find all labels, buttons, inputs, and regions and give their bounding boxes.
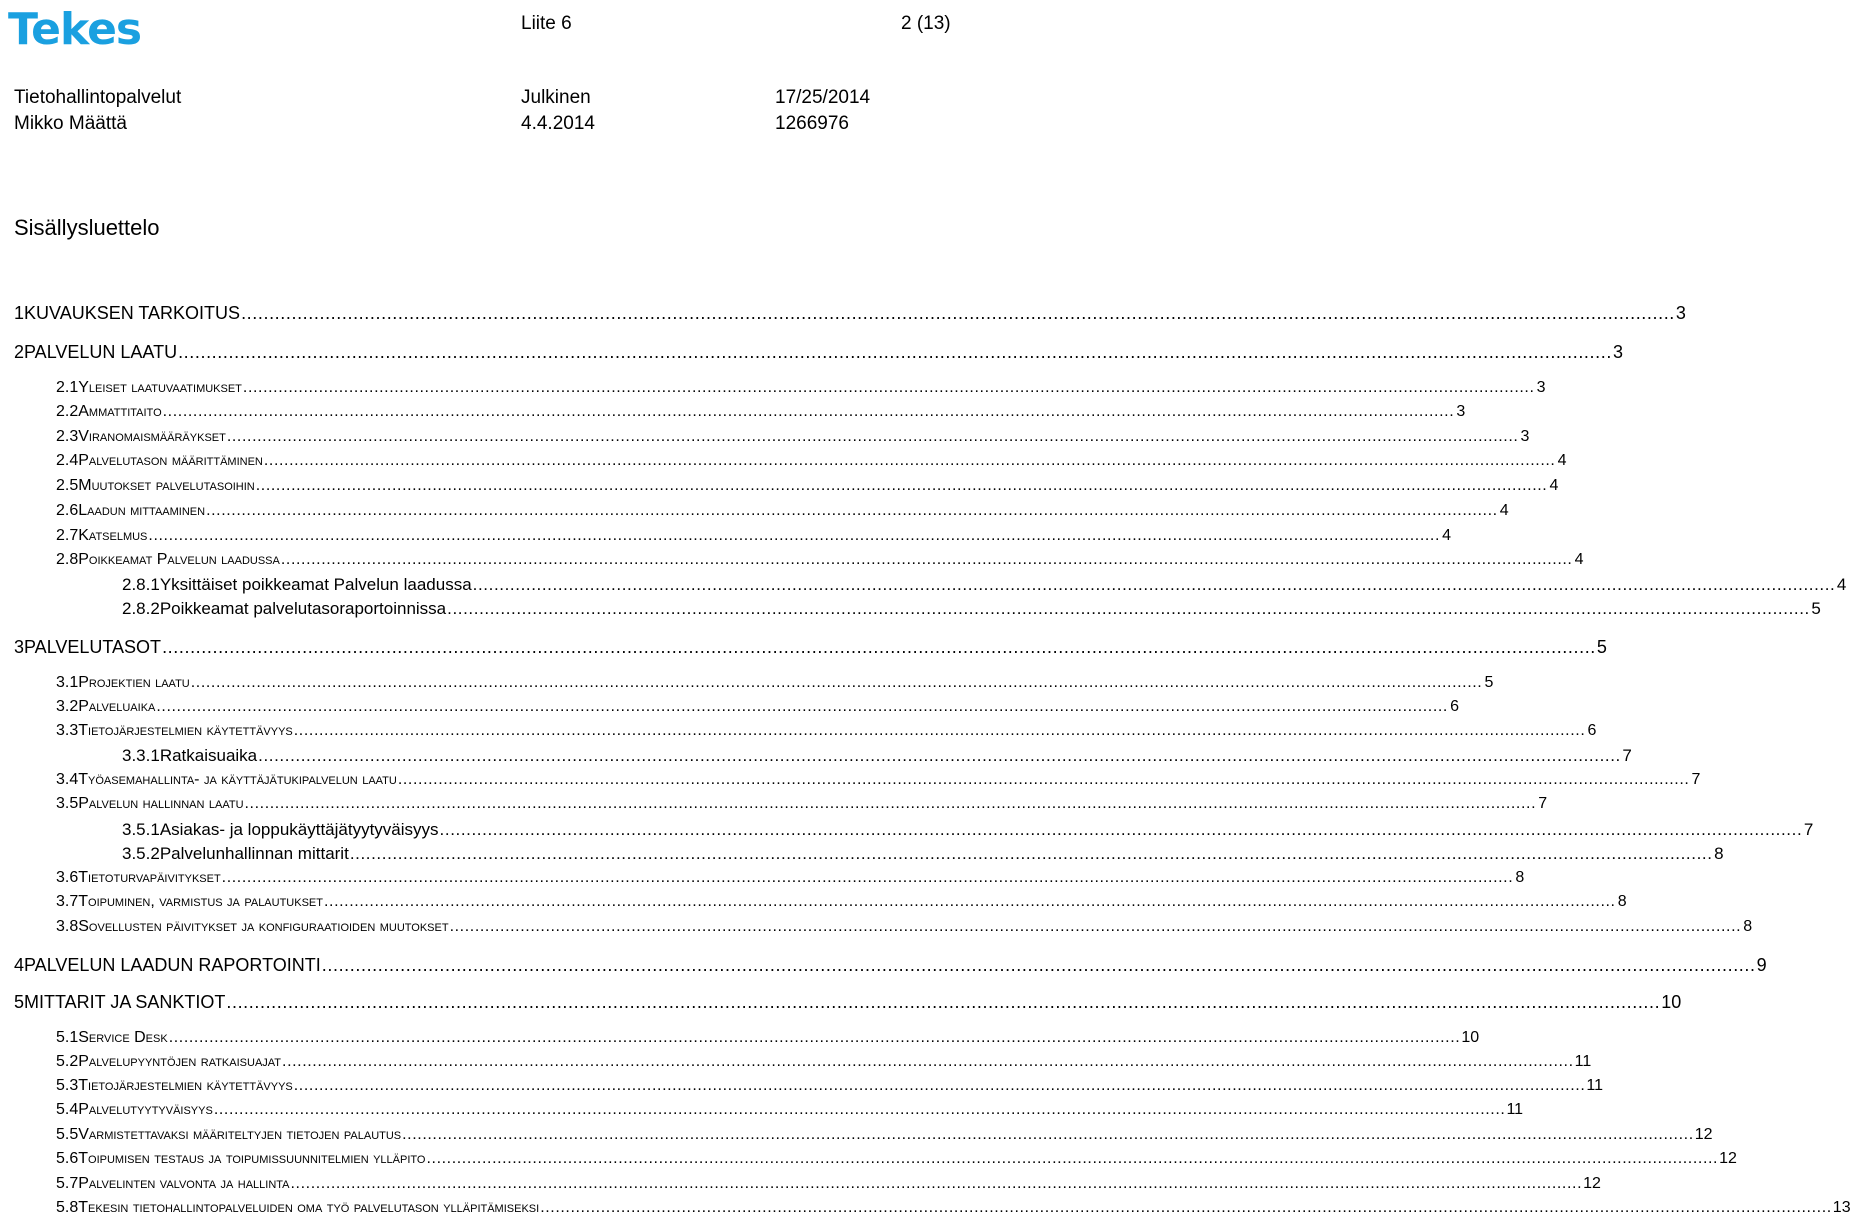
toc-leader-dots: [206, 502, 1498, 520]
toc-entry-number: 2.3: [56, 428, 79, 445]
toc-entry-number: 2.4: [56, 452, 79, 469]
toc-entry-page: 7: [1538, 795, 1548, 812]
toc-entry-label: Tietojärjestelmien käytettävyys: [78, 722, 293, 739]
toc-entry[interactable]: [56, 1029, 1480, 1047]
toc-leader-dots: [282, 1053, 1574, 1071]
toc-leader-dots: [540, 1199, 1832, 1217]
date: 4.4.2014: [521, 113, 595, 134]
toc-entry-number: 5.8: [56, 1199, 79, 1216]
toc-entry[interactable]: [56, 869, 1525, 887]
toc-entry[interactable]: [56, 918, 1753, 936]
toc-entry-label: Viranomaismääräykset: [78, 428, 226, 445]
toc-entry[interactable]: [56, 428, 1530, 446]
toc-entry-number: 2.7: [56, 527, 79, 544]
toc-entry[interactable]: [56, 795, 1548, 813]
toc-leader-dots: [256, 477, 1548, 495]
toc-entry-page: 4: [1574, 551, 1584, 568]
toc-entry[interactable]: [56, 1053, 1592, 1071]
toc-entry-number: 3.3: [56, 722, 79, 739]
toc-entry-number: 3.2: [56, 698, 79, 715]
toc-entry[interactable]: [56, 1199, 1851, 1217]
toc-entry-page: 8: [1515, 869, 1525, 886]
toc-leader-dots: [241, 303, 1675, 324]
toc-entry-number: 3.8: [56, 918, 79, 935]
toc-leader-dots: [350, 844, 1713, 864]
toc-leader-dots: [322, 955, 1756, 976]
toc-entry[interactable]: [122, 746, 1632, 766]
toc-entry-number: 3.7: [56, 893, 79, 910]
tekes-logo: Tekes: [8, 4, 142, 55]
toc-entry[interactable]: [56, 452, 1567, 470]
toc-entry-label: Ratkaisuaika: [159, 746, 258, 765]
toc-leader-dots: [398, 771, 1690, 789]
toc-entry-label: Asiakas- ja loppukäyttäjätyytyväisyys: [159, 820, 439, 839]
toc-entry-number: 3.6: [56, 869, 79, 886]
toc-entry-page: 12: [1719, 1150, 1737, 1167]
toc-entry-label: Poikkeamat Palvelun laadussa: [78, 551, 280, 568]
toc-entry-number: 2.2: [56, 403, 79, 420]
toc-entry-page: 4: [1557, 452, 1567, 469]
toc-entry-number: 5.6: [56, 1150, 79, 1167]
toc-entry-label: PALVELUN LAADUN RAPORTOINTI: [24, 955, 321, 975]
toc-entry-page: 11: [1506, 1101, 1524, 1118]
toc-entry-number: 1: [14, 303, 25, 323]
toc-entry-label: Palvelinten valvonta ja hallinta: [78, 1175, 290, 1192]
toc-entry-number: 5.3: [56, 1077, 79, 1094]
toc-entry-number: 5: [14, 992, 25, 1012]
toc-entry[interactable]: [122, 575, 1847, 595]
page-counter: 2 (13): [901, 13, 951, 34]
toc-entry-number: 3.5: [56, 795, 79, 812]
toc-leader-dots: [243, 379, 1535, 397]
toc-entry-page: 13: [1832, 1199, 1851, 1216]
toc-leader-dots: [402, 1126, 1694, 1144]
toc-leader-dots: [148, 527, 1440, 545]
toc-entry-label: Palvelunhallinnan mittarit: [159, 844, 349, 863]
toc-entry-page: 11: [1574, 1053, 1592, 1070]
toc-leader-dots: [447, 599, 1810, 619]
toc-entry-number: 3.4: [56, 771, 79, 788]
toc-entry[interactable]: [56, 698, 1459, 716]
toc-entry[interactable]: [56, 771, 1701, 789]
toc-entry-page: 7: [1691, 771, 1701, 788]
toc-entry[interactable]: [122, 844, 1724, 864]
toc-entry[interactable]: [56, 674, 1494, 692]
toc-entry-number: 5.5: [56, 1126, 79, 1143]
toc-leader-dots: [324, 893, 1616, 911]
toc-entry-page: 3: [1536, 379, 1546, 396]
toc-entry-page: 11: [1586, 1077, 1603, 1094]
toc-entry-number: 3.5.1: [122, 820, 160, 839]
toc-entry-label: Varmistettavaksi määriteltyjen tietojen palautus: [78, 1126, 402, 1143]
toc-entry-number: 2.6: [56, 502, 79, 519]
toc-leader-dots: [281, 551, 1573, 569]
toc-leader-dots: [214, 1101, 1506, 1119]
toc-entry-page: 10: [1461, 1029, 1480, 1046]
toc-entry[interactable]: [56, 1126, 1713, 1144]
toc-entry-number: 2.8.2: [122, 599, 160, 618]
toc-leader-dots: [227, 428, 1519, 446]
toc-entry-page: 8: [1714, 844, 1724, 863]
toc-entry-number: 3: [14, 637, 25, 657]
toc-entry-page: 7: [1622, 746, 1632, 765]
toc-entry-label: MITTARIT JA SANKTIOT: [24, 992, 226, 1012]
toc-leader-dots: [473, 575, 1836, 595]
toc-leader-dots: [169, 1029, 1461, 1047]
toc-entry[interactable]: [14, 303, 1686, 324]
toc-entry[interactable]: [56, 502, 1509, 520]
toc-leader-dots: [294, 722, 1586, 740]
toc-entry[interactable]: [14, 955, 1767, 976]
toc-entry-label: Toipumisen testaus ja toipumissuunnitelmien ylläpito: [78, 1150, 426, 1167]
toc-entry-number: 2.8: [56, 551, 79, 568]
toc-entry[interactable]: [56, 403, 1466, 421]
document-number: 1266976: [775, 113, 849, 134]
toc-entry-label: Palvelupyyntöjen ratkaisuajat: [78, 1053, 282, 1070]
toc-entry-label: Toipuminen, varmistus ja palautukset: [78, 893, 323, 910]
toc-entry-page: 3: [1675, 303, 1686, 323]
toc-leader-dots: [426, 1150, 1718, 1168]
toc-entry[interactable]: [56, 1150, 1737, 1168]
toc-entry-label: Palvelun hallinnan laatu: [78, 795, 244, 812]
toc-entry-page: 3: [1612, 342, 1623, 362]
author: Mikko Määttä: [14, 113, 127, 134]
toc-leader-dots: [291, 1175, 1583, 1193]
toc-entry-page: 4: [1836, 575, 1847, 594]
toc-entry-label: Poikkeamat palvelutasoraportoinnissa: [159, 599, 447, 618]
toc-entry-label: Tekesin tietohallintopalveluiden oma työ palvelutason ylläpitämiseksi: [78, 1199, 540, 1216]
classification: Julkinen: [521, 87, 591, 108]
toc-leader-dots: [264, 452, 1556, 470]
toc-leader-dots: [156, 698, 1448, 716]
document-date: 17/25/2014: [775, 87, 871, 108]
toc-entry-page: 6: [1587, 722, 1597, 739]
toc-entry-page: 4: [1442, 527, 1452, 544]
toc-entry[interactable]: [56, 379, 1546, 397]
toc-entry-page: 5: [1484, 674, 1494, 691]
toc-entry-number: 2.5: [56, 477, 79, 494]
toc-leader-dots: [226, 992, 1660, 1013]
toc-entry-page: 8: [1743, 918, 1753, 935]
toc-entry-number: 3.5.2: [122, 844, 160, 863]
toc-entry-number: 5.1: [56, 1029, 79, 1046]
toc-leader-dots: [163, 403, 1455, 421]
toc-entry-number: 2.8.1: [122, 575, 160, 594]
toc-leader-dots: [258, 746, 1621, 766]
toc-entry-page: 10: [1661, 992, 1682, 1012]
toc-entry[interactable]: [56, 1101, 1524, 1119]
toc-entry-number: 4: [14, 955, 25, 975]
toc-entry[interactable]: [14, 637, 1607, 658]
toc-leader-dots: [222, 869, 1514, 887]
toc-entry-number: 5.2: [56, 1053, 79, 1070]
toc-entry-label: KUVAUKSEN TARKOITUS: [24, 303, 241, 323]
toc-entry-label: Projektien laatu: [78, 674, 190, 691]
toc-entry-label: Yksittäiset poikkeamat Palvelun laadussa: [159, 575, 472, 594]
toc-entry-label: Työasemahallinta- ja käyttäjätukipalvelun laatu: [78, 771, 397, 788]
toc-entry-label: Palvelutason määrittäminen: [78, 452, 263, 469]
toc-leader-dots: [178, 342, 1612, 363]
toc-entry-label: Laadun mittaaminen: [78, 502, 206, 519]
toc-leader-dots: [162, 637, 1596, 658]
toc-entry-page: 9: [1756, 955, 1767, 975]
toc-entry-number: 2: [14, 342, 25, 362]
toc-entry-label: Service Desk: [78, 1029, 168, 1046]
toc-entry[interactable]: [56, 893, 1627, 911]
toc-entry[interactable]: [14, 342, 1623, 363]
toc-entry-page: 4: [1499, 502, 1509, 519]
toc-entry-page: 5: [1811, 599, 1821, 618]
toc-entry-page: 4: [1549, 477, 1559, 494]
toc-entry-label: PALVELUTASOT: [24, 637, 162, 657]
department: Tietohallintopalvelut: [14, 87, 182, 108]
toc-entry[interactable]: [122, 820, 1814, 840]
toc-entry-label: Sovellusten päivitykset ja konfiguraatioiden muutokset: [78, 918, 449, 935]
toc-entry-page: 5: [1596, 637, 1607, 657]
toc-entry-number: 5.7: [56, 1175, 79, 1192]
toc-leader-dots: [450, 918, 1742, 936]
toc-entry[interactable]: [14, 992, 1682, 1013]
toc-entry-number: 3.3.1: [122, 746, 160, 765]
toc-leader-dots: [245, 795, 1537, 813]
toc-entry-number: 2.1: [56, 379, 79, 396]
toc-entry-page: 12: [1583, 1175, 1601, 1192]
toc-entry-number: 3.1: [56, 674, 79, 691]
toc-leader-dots: [440, 820, 1803, 840]
toc-entry-page: 8: [1617, 893, 1627, 910]
toc-entry-page: 3: [1520, 428, 1530, 445]
toc-entry-label: Tietojärjestelmien käytettävyys: [78, 1077, 293, 1094]
toc-title: Sisällysluettelo: [14, 215, 160, 240]
toc-entry[interactable]: [56, 527, 1452, 545]
toc-entry-label: Tietoturvapäivitykset: [78, 869, 221, 886]
toc-entry[interactable]: [56, 722, 1597, 740]
toc-entry-label: PALVELUN LAATU: [24, 342, 178, 362]
attachment-label: Liite 6: [521, 13, 572, 34]
toc-entry-label: Muutokset palvelutasoihin: [78, 477, 255, 494]
toc-entry[interactable]: [56, 477, 1559, 495]
toc-entry-label: Palvelutyytyväisyys: [78, 1101, 213, 1118]
toc-entry-label: Yleiset laatuvaatimukset: [78, 379, 242, 396]
toc-entry-label: Katselmus: [78, 527, 148, 544]
toc-leader-dots: [294, 1077, 1586, 1095]
toc-entry[interactable]: [56, 1175, 1601, 1193]
toc-entry-number: 5.4: [56, 1101, 79, 1118]
toc-entry-page: 7: [1803, 820, 1814, 839]
toc-entry-label: Ammattitaito: [78, 403, 162, 420]
toc-entry-page: 12: [1694, 1126, 1713, 1143]
toc-entry[interactable]: [56, 1077, 1603, 1095]
toc-entry[interactable]: [122, 599, 1821, 619]
toc-entry-page: 6: [1450, 698, 1459, 715]
toc-entry-page: 3: [1456, 403, 1466, 420]
toc-leader-dots: [191, 674, 1483, 692]
toc-entry-label: Palveluaika: [78, 698, 156, 715]
toc-entry[interactable]: [56, 551, 1584, 569]
